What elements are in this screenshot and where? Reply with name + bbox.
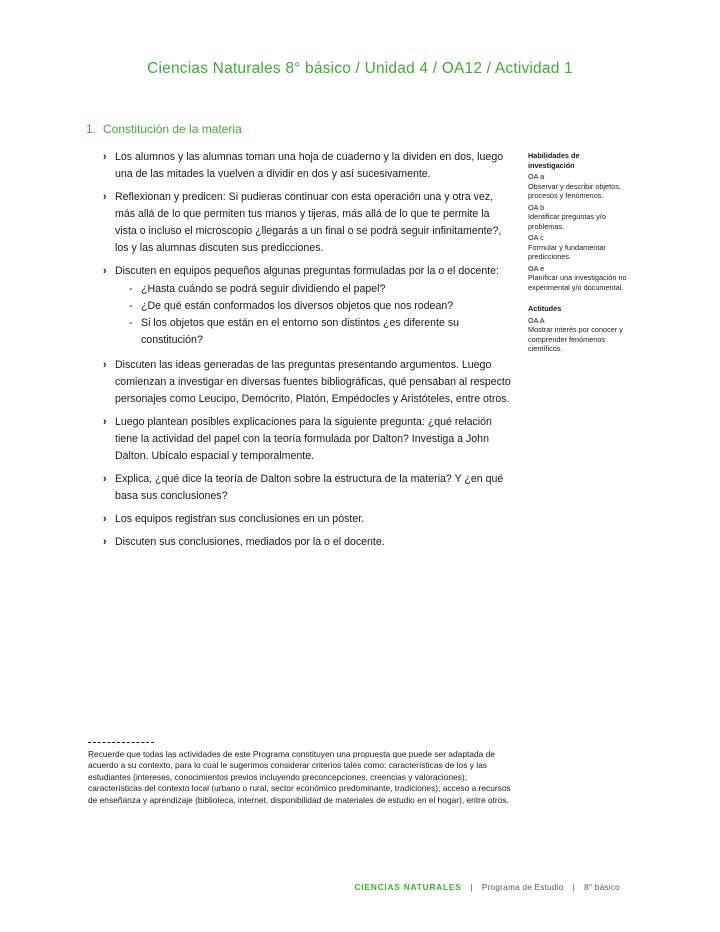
activity-steps: [103, 149, 511, 557]
bullet-marker: ›: [103, 416, 107, 428]
bullet-marker: ›: [103, 536, 107, 548]
section-number: 1.: [86, 122, 97, 136]
footer-program: Programa de Estudio: [481, 882, 564, 892]
activity-step-text: Los equipos registran sus conclusiones en un póster.: [115, 513, 365, 525]
activity-step-text: Luego plantean posibles explicaciones para la siguiente pregunta: ¿qué relación tiene la actividad del papel con la teoría formulada por Dalton? Investiga a John Dalton. Ubícalo espacial y temporalmente.: [115, 416, 492, 462]
bullet-marker: ›: [103, 151, 107, 163]
footer-brand: CIENCIAS NATURALES: [354, 882, 462, 892]
page-title: Ciencias Naturales 8° básico / Unidad 4 / OA12 / Actividad 1: [147, 60, 573, 77]
question-text: ¿Hasta cuándo se podrá seguir dividiendo el papel?: [141, 283, 386, 295]
footnote-text: Recuerde que todas las actividades de este Programa constituyen una propuesta que puede ser adaptada de acuerdo a su contexto, para lo cual le sugerimos considerar criterios tales como: características de los y las estudiantes (intereses, conocimientos previos incluyendo preconcepciones, creencias y valoraciones); características del contexto local (urbano o rural, sector económico predominante, tradiciones); acceso a recursos de enseñanza y aprendizaje (biblioteca, internet, disponibilidad de materiales de estudio en el hogar), entre otros.: [88, 749, 511, 805]
oa-text: Planificar una investigación no experimental y/o documental.: [528, 273, 627, 292]
sidebar-oa-item: [528, 264, 628, 293]
activity-step-text: Los alumnos y las alumnas toman una hoja de cuaderno y la dividen en dos, luego una de las mitades la vuelven a dividir en dos y así sucesivamente.: [115, 151, 504, 180]
activity-step: [103, 357, 511, 408]
oa-text: Observar y describir objetos, procesos y fenómenos.: [528, 181, 621, 200]
dash-marker: -: [129, 317, 133, 329]
sidebar-oa-item: [528, 172, 628, 201]
footer-level: 8° básico: [583, 882, 620, 892]
oa-text: Formular y fundamentar predicciones.: [528, 242, 606, 261]
sidebar-attitudes-heading: Actitudes: [528, 304, 562, 313]
bullet-marker: ›: [103, 359, 107, 371]
sidebar-oa-item: [528, 203, 628, 232]
oa-code: OA A: [528, 315, 545, 325]
sidebar-oa-item: [528, 316, 628, 354]
section-title: Constitución de la materia: [103, 122, 242, 136]
sidebar-skills-heading: Habilidades de investigación: [528, 151, 580, 170]
page-footer: [355, 882, 620, 892]
activity-step: [103, 534, 511, 551]
activity-step: [103, 263, 511, 351]
bullet-marker: ›: [103, 191, 107, 203]
question-text: Si los objetos que están en el entorno son distintos ¿es diferente su constitución?: [141, 317, 460, 346]
footnote: [88, 742, 516, 806]
footer-separator: |: [470, 882, 473, 892]
bullet-marker: ›: [103, 513, 107, 525]
question-text: ¿De qué están conformados los diversos objetos que nos rodean?: [141, 300, 454, 312]
oa-text: Identificar preguntas y/o problemas.: [528, 212, 606, 231]
bullet-marker: ›: [103, 473, 107, 485]
activity-step: [103, 511, 511, 528]
oa-code: OA b: [528, 202, 545, 212]
sidebar-gap: [528, 292, 628, 304]
question-list: [129, 281, 511, 349]
activity-step-text: Discuten las ideas generadas de las preguntas presentando argumentos. Luego comienzan a investigar en diversas fuentes bibliográficas, qué pensaban al respecto personajes como Leucipo, Demócrito, Platón, Empédocles y Aristóteles, entre otros.: [115, 359, 511, 405]
oa-code: OA e: [528, 263, 545, 273]
dash-marker: -: [129, 300, 133, 312]
bullet-marker: ›: [103, 265, 107, 277]
activity-step-text: [115, 263, 511, 351]
question-item: [129, 298, 511, 315]
question-item: [129, 281, 511, 298]
activity-step-text: Explica, ¿qué dice la teoría de Dalton sobre la estructura de la materia? Y ¿en qué basa sus conclusiones?: [115, 473, 504, 502]
footer-separator: |: [572, 882, 575, 892]
footnote-divider: [88, 742, 154, 743]
activity-step: [103, 471, 511, 505]
dash-marker: -: [129, 283, 133, 295]
sidebar-oa-item: [528, 233, 628, 262]
activity-step: [103, 189, 511, 257]
oa-code: OA a: [528, 172, 545, 181]
oa-code: OA c: [528, 233, 544, 242]
sidebar: [528, 151, 628, 354]
activity-step: [103, 149, 511, 183]
oa-text: Mostrar interés por conocer y comprender fenómenos científicos.: [528, 325, 623, 353]
question-item: [129, 315, 511, 349]
activity-step: [103, 414, 511, 465]
activity-step-text: Discuten sus conclusiones, mediados por la o el docente.: [115, 536, 385, 548]
activity-step-text: Discuten en equipos pequeños algunas preguntas formuladas por la o el docente:: [115, 265, 499, 277]
section-heading: [86, 122, 242, 136]
activity-step-text: Reflexionan y predicen: Si pudieras continuar con esta operación una y otra vez, más allá de lo que permiten tus manos y tijeras, más allá de lo que te permite la vista o incluso el microscopio ¿llegarás a un final o se podrá seguir infinitamente?, los y las alumnas discuten sus predicciones.: [115, 191, 502, 254]
